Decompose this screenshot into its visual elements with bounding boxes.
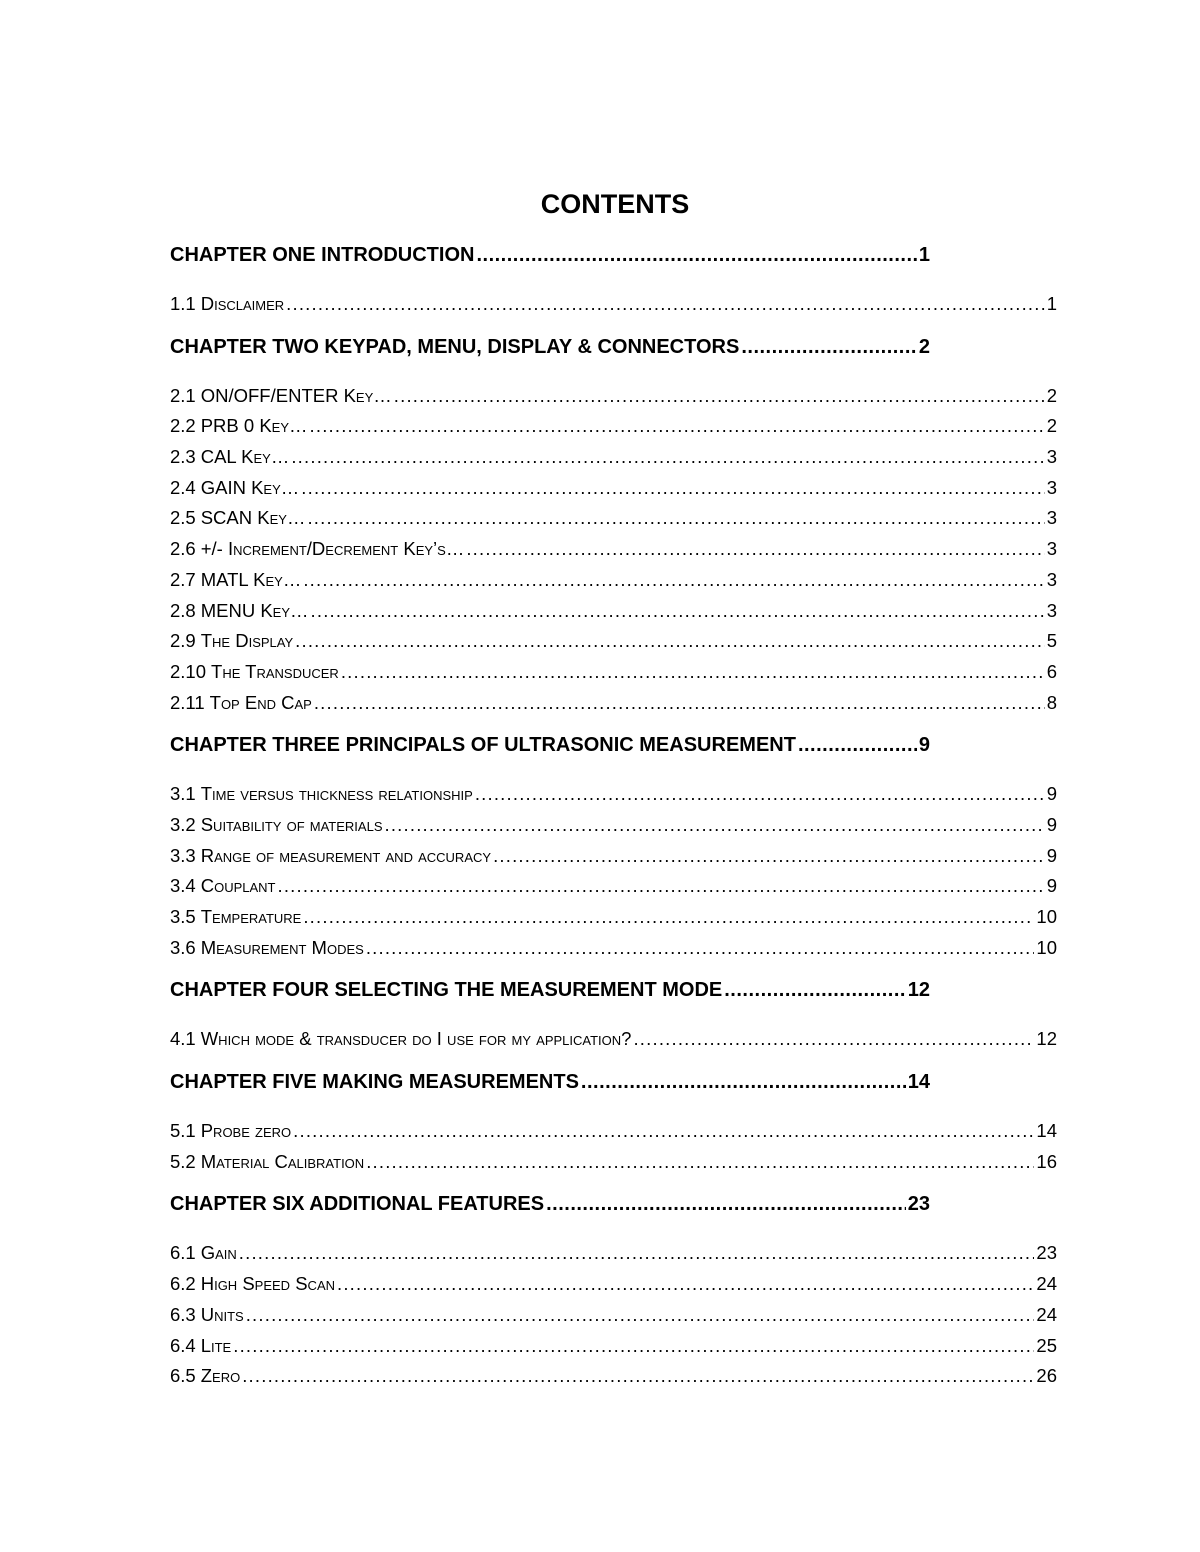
toc-section-entry[interactable] [170, 871, 1057, 902]
dot-leader [366, 933, 1035, 964]
toc-chapter-entry[interactable] [170, 1067, 930, 1097]
toc-section-entry[interactable] [170, 289, 1057, 320]
page-number: 23 [1036, 1242, 1057, 1264]
dot-leader [385, 810, 1045, 841]
section-number: 3.6 [170, 936, 196, 958]
entry-title: Couplant [200, 875, 276, 897]
toc-section-entry[interactable] [170, 596, 1057, 627]
page-number: 3 [1046, 568, 1057, 590]
toc-section-entry[interactable] [170, 1024, 1057, 1055]
section-number: 6.1 [170, 1242, 196, 1264]
entry-title: Which mode & transducer do I use for my application? [200, 1028, 632, 1050]
toc-section-entry[interactable] [170, 442, 1057, 473]
entry-title: Measurement Modes [200, 936, 364, 958]
dot-leader [303, 565, 1044, 596]
toc-section-entry[interactable] [170, 626, 1057, 657]
toc-section-entry[interactable] [170, 1300, 1057, 1331]
toc-chapter-entry[interactable] [170, 332, 930, 362]
dot-leader [239, 1238, 1035, 1269]
entry-title: Probe zero [200, 1120, 292, 1142]
toc-section-entry[interactable] [170, 1269, 1057, 1300]
toc-section-entry[interactable] [170, 1361, 1057, 1392]
toc-section-entry[interactable] [170, 688, 1057, 719]
section-number: 3.4 [170, 875, 196, 897]
page-number: 2 [918, 335, 930, 358]
entry-title: Temperature [200, 906, 302, 927]
entry-title: The Transducer [211, 660, 339, 682]
page-number: 10 [1036, 936, 1057, 958]
dot-leader [366, 1147, 1034, 1178]
section-number: 2.5 [170, 507, 196, 529]
toc-chapter-entry[interactable] [170, 1189, 930, 1219]
dot-leader [798, 730, 917, 760]
page-number: 1 [918, 244, 930, 266]
toc-chapter-entry[interactable] [170, 730, 930, 760]
section-number: 3.2 [170, 813, 196, 835]
toc-section-entry[interactable] [170, 503, 1057, 534]
dot-leader [233, 1331, 1034, 1362]
page-number: 9 [1046, 783, 1057, 805]
entry-title: Lite [200, 1334, 232, 1356]
section-number: 2.9 [170, 630, 196, 652]
section-number: 3.3 [170, 844, 196, 866]
page-number: 3 [1046, 476, 1057, 498]
entry-title: Time versus thickness relationship [200, 783, 473, 805]
entry-title: GAIN Key… [200, 476, 300, 498]
dot-leader [303, 902, 1034, 933]
entry-title: ON/OFF/ENTER Key… [200, 384, 392, 406]
entry-title: Top End Cap [209, 691, 312, 713]
dot-leader [493, 841, 1045, 872]
toc-section-entry[interactable] [170, 565, 1057, 596]
section-number: 2.7 [170, 568, 196, 590]
section-number: 4.1 [170, 1028, 196, 1050]
dot-leader [301, 473, 1044, 504]
entry-title: CHAPTER FOUR SELECTING THE MEASUREMENT MODE [170, 979, 723, 1002]
page-number: 8 [1046, 691, 1057, 713]
section-number: 2.6 [170, 538, 196, 560]
entry-title: Units [200, 1303, 244, 1325]
entry-title: MENU Key… [200, 599, 309, 621]
dot-leader [341, 657, 1045, 688]
dot-leader [581, 1067, 906, 1097]
page-number: 3 [1046, 599, 1057, 621]
entry-title: Disclaimer [200, 293, 285, 314]
section-number: 2.11 [170, 691, 205, 713]
dot-leader [286, 289, 1045, 320]
dot-leader [741, 332, 917, 362]
entry-title: Gain [200, 1242, 237, 1264]
page-number: 3 [1046, 507, 1057, 529]
dot-leader [277, 871, 1044, 902]
toc-section-entry[interactable] [170, 534, 1057, 565]
dot-leader [311, 596, 1045, 627]
page-number: 14 [1036, 1120, 1057, 1142]
toc-chapter-entry[interactable] [170, 240, 930, 270]
section-number: 2.8 [170, 599, 196, 621]
toc-section-entry[interactable] [170, 779, 1057, 810]
entry-title: CHAPTER THREE PRINCIPALS OF ULTRASONIC MEASUREMENT [170, 734, 796, 757]
dot-leader [293, 1116, 1034, 1147]
page-number: 9 [1046, 844, 1057, 866]
page-number: 10 [1036, 906, 1057, 927]
page-number: 3 [1046, 446, 1057, 468]
entry-title: The Display [200, 630, 294, 652]
toc-section-entry[interactable] [170, 1116, 1057, 1147]
page-number: 23 [907, 1193, 930, 1216]
page-number: 9 [1046, 875, 1057, 897]
entry-title: CHAPTER FIVE MAKING MEASUREMENTS [170, 1071, 579, 1094]
section-number: 1.1 [170, 293, 196, 314]
toc-section-entry[interactable] [170, 933, 1057, 964]
entry-title: PRB 0 Key… [200, 415, 308, 437]
toc-section-entry[interactable] [170, 902, 1057, 933]
table-of-contents [170, 240, 1057, 1392]
entry-title: Suitability of materials [200, 813, 383, 835]
toc-chapter-entry[interactable] [170, 975, 930, 1005]
toc-section-entry[interactable] [170, 810, 1057, 841]
page-number: 14 [907, 1071, 930, 1094]
section-number: 5.1 [170, 1120, 196, 1142]
dot-leader [291, 442, 1044, 473]
entry-title: High Speed Scan [200, 1273, 335, 1295]
page-number: 9 [918, 734, 930, 757]
toc-section-entry[interactable] [170, 1238, 1057, 1269]
entry-title: CHAPTER TWO KEYPAD, MENU, DISPLAY & CONNECTORS [170, 335, 740, 358]
toc-section-entry[interactable] [170, 1331, 1057, 1362]
section-number: 2.2 [170, 415, 196, 437]
entry-title: CAL Key… [200, 446, 290, 468]
dot-leader [337, 1269, 1034, 1300]
entry-title: Zero [200, 1365, 241, 1387]
entry-title: MATL Key… [200, 568, 302, 590]
section-number: 2.4 [170, 476, 196, 498]
section-number: 6.2 [170, 1273, 196, 1295]
page-number: 2 [1046, 384, 1057, 406]
page-number: 9 [1046, 813, 1057, 835]
page-number: 12 [1036, 1028, 1057, 1050]
page-number: 24 [1036, 1273, 1057, 1295]
page-number: 16 [1036, 1150, 1057, 1172]
toc-section-entry[interactable] [170, 1147, 1057, 1178]
dot-leader [466, 534, 1044, 565]
page-number: 1 [1046, 293, 1057, 314]
dot-leader [307, 503, 1044, 534]
section-number: 2.10 [170, 660, 207, 682]
dot-leader [724, 975, 906, 1005]
dot-leader [475, 779, 1045, 810]
dot-leader [310, 411, 1045, 442]
dot-leader [546, 1189, 906, 1219]
page-number: 6 [1046, 660, 1057, 682]
section-number: 2.1 [170, 384, 196, 406]
toc-section-entry[interactable] [170, 657, 1057, 688]
entry-title: CHAPTER SIX ADDITIONAL FEATURES [170, 1193, 545, 1216]
toc-section-entry[interactable] [170, 841, 1057, 872]
page-number: 25 [1036, 1334, 1057, 1356]
page-number: 3 [1046, 538, 1057, 560]
section-number: 6.5 [170, 1365, 196, 1387]
toc-section-entry[interactable] [170, 381, 1057, 412]
section-number: 6.4 [170, 1334, 196, 1356]
section-number: 3.1 [170, 783, 196, 805]
page-number: 12 [907, 979, 930, 1002]
page-number: 5 [1046, 630, 1057, 652]
toc-section-entry[interactable] [170, 411, 1057, 442]
page-number: 26 [1036, 1365, 1057, 1387]
entry-title: Range of measurement and accuracy [200, 844, 492, 866]
page-title: CONTENTS [540, 189, 690, 219]
entry-title: SCAN Key… [200, 507, 306, 529]
entry-title: Material Calibration [200, 1150, 365, 1172]
page-number: 24 [1036, 1303, 1057, 1325]
section-number: 3.5 [170, 906, 196, 927]
dot-leader [394, 381, 1045, 412]
section-number: 5.2 [170, 1150, 196, 1172]
dot-leader [314, 688, 1045, 719]
toc-section-entry[interactable] [170, 473, 1057, 504]
dot-leader [476, 240, 916, 270]
dot-leader [295, 626, 1045, 657]
dot-leader [242, 1361, 1034, 1392]
section-number: 6.3 [170, 1303, 196, 1325]
dot-leader [246, 1300, 1035, 1331]
section-number: 2.3 [170, 446, 196, 468]
page-number: 2 [1046, 415, 1057, 437]
dot-leader [633, 1024, 1034, 1055]
entry-title: CHAPTER ONE INTRODUCTION [170, 244, 475, 266]
entry-title: +/- Increment/Decrement Key’s… [200, 538, 465, 560]
